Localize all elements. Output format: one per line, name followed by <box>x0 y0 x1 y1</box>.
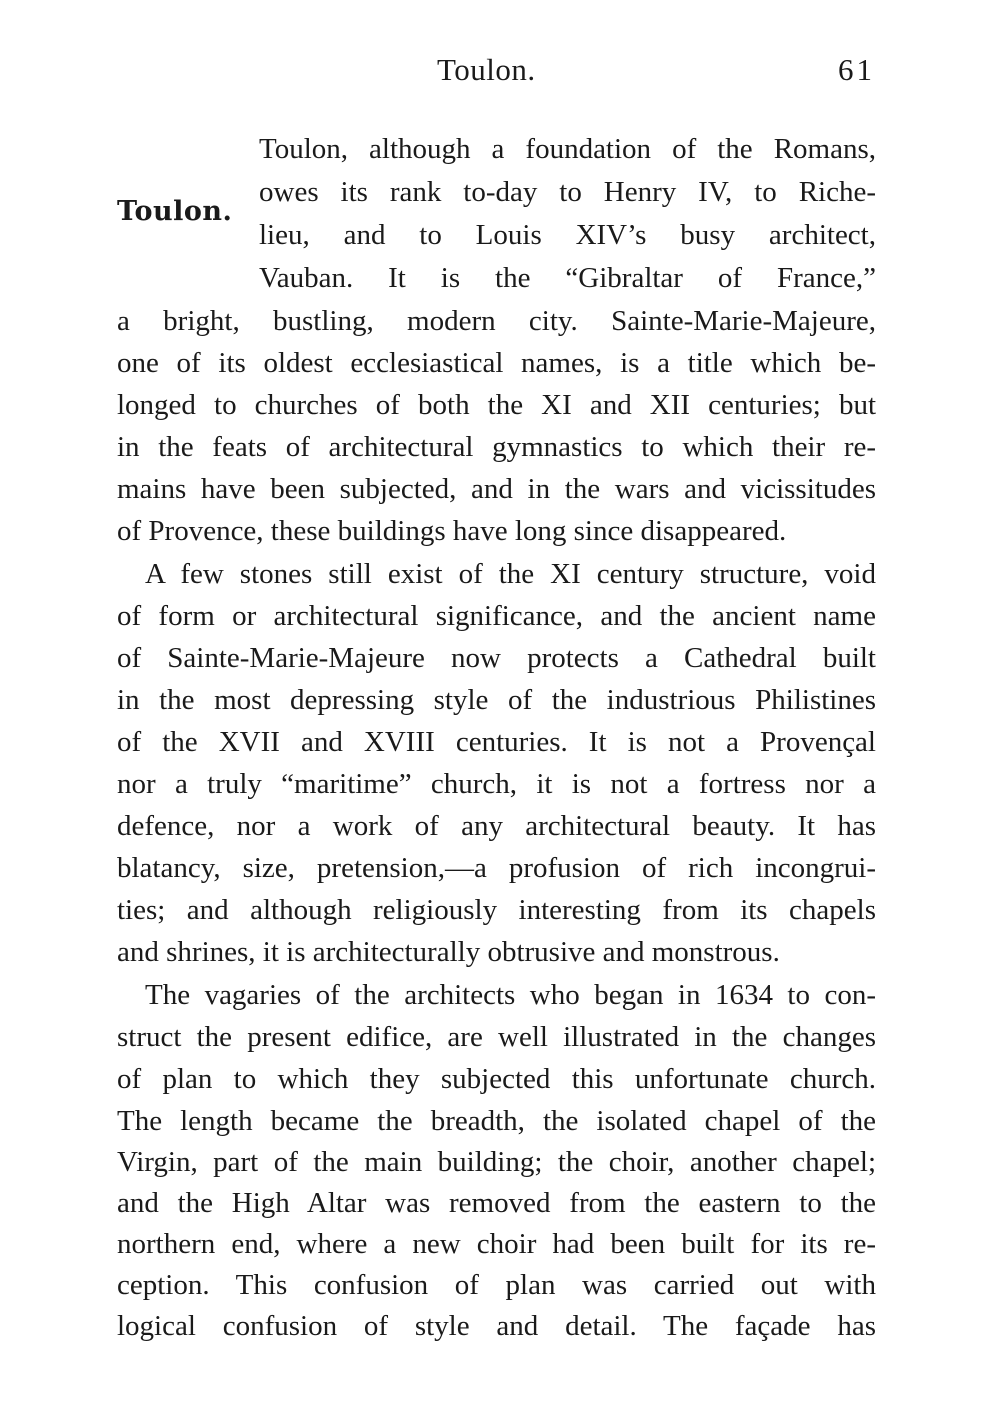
running-head <box>0 52 1000 96</box>
text-line: lieu, and to Louis XIV’s busy architect, <box>259 219 876 251</box>
text-line: Vauban. It is the “Gibraltar of France,” <box>259 262 876 294</box>
text-line: nor a truly “maritime” church, it is not a fortress nor a <box>117 768 876 800</box>
text-line: in the most depressing style of the industrious Philistines <box>117 684 876 716</box>
text-line: The vagaries of the architects who began in 1634 to con- <box>145 979 876 1011</box>
text-line: Toulon, although a foundation of the Romans, <box>259 133 876 165</box>
text-line: ception. This confusion of plan was carried out with <box>117 1269 876 1301</box>
running-title: Toulon. <box>437 52 536 87</box>
text-line: defence, nor a work of any architectural beauty. It has <box>117 810 876 842</box>
text-line: northern end, where a new choir had been built for its re- <box>117 1228 876 1260</box>
text-line: Virgin, part of the main building; the choir, another chapel; <box>117 1146 876 1178</box>
text-line: of Provence, these buildings have long since disappeared. <box>117 515 787 547</box>
text-line: one of its oldest ecclesiastical names, is a title which be- <box>117 347 876 379</box>
text-line: mains have been subjected, and in the wars and vicissitudes <box>117 473 876 505</box>
text-line: logical confusion of style and detail. The façade has <box>117 1310 876 1342</box>
text-line: of Sainte-Marie-Majeure now protects a Cathedral built <box>117 642 876 674</box>
text-line: The length became the breadth, the isolated chapel of the <box>117 1105 876 1137</box>
text-line: a bright, bustling, modern city. Sainte-Marie-Majeure, <box>117 305 876 337</box>
text-line: of the XVII and XVIII centuries. It is not a Provençal <box>117 726 876 758</box>
page-number: 61 <box>838 52 875 87</box>
text-line: owes its rank to-day to Henry IV, to Riche- <box>259 176 876 208</box>
text-line: longed to churches of both the XI and XII centuries; but <box>117 389 876 421</box>
text-line: blatancy, size, pretension,—a profusion of rich incongrui- <box>117 852 876 884</box>
text-line: ties; and although religiously interesting from its chapels <box>117 894 876 926</box>
text-line: in the feats of architectural gymnastics to which their re- <box>117 431 876 463</box>
text-line: of form or architectural significance, and the ancient name <box>117 600 876 632</box>
text-line: struct the present edifice, are well illustrated in the changes <box>117 1021 876 1053</box>
marginal-side-note: Toulon. <box>117 196 233 227</box>
text-line: and the High Altar was removed from the eastern to the <box>117 1187 876 1219</box>
text-line: A few stones still exist of the XI century structure, void <box>145 558 876 590</box>
text-line: and shrines, it is architecturally obtrusive and monstrous. <box>117 936 780 968</box>
text-line: of plan to which they subjected this unfortunate church. <box>117 1063 876 1095</box>
